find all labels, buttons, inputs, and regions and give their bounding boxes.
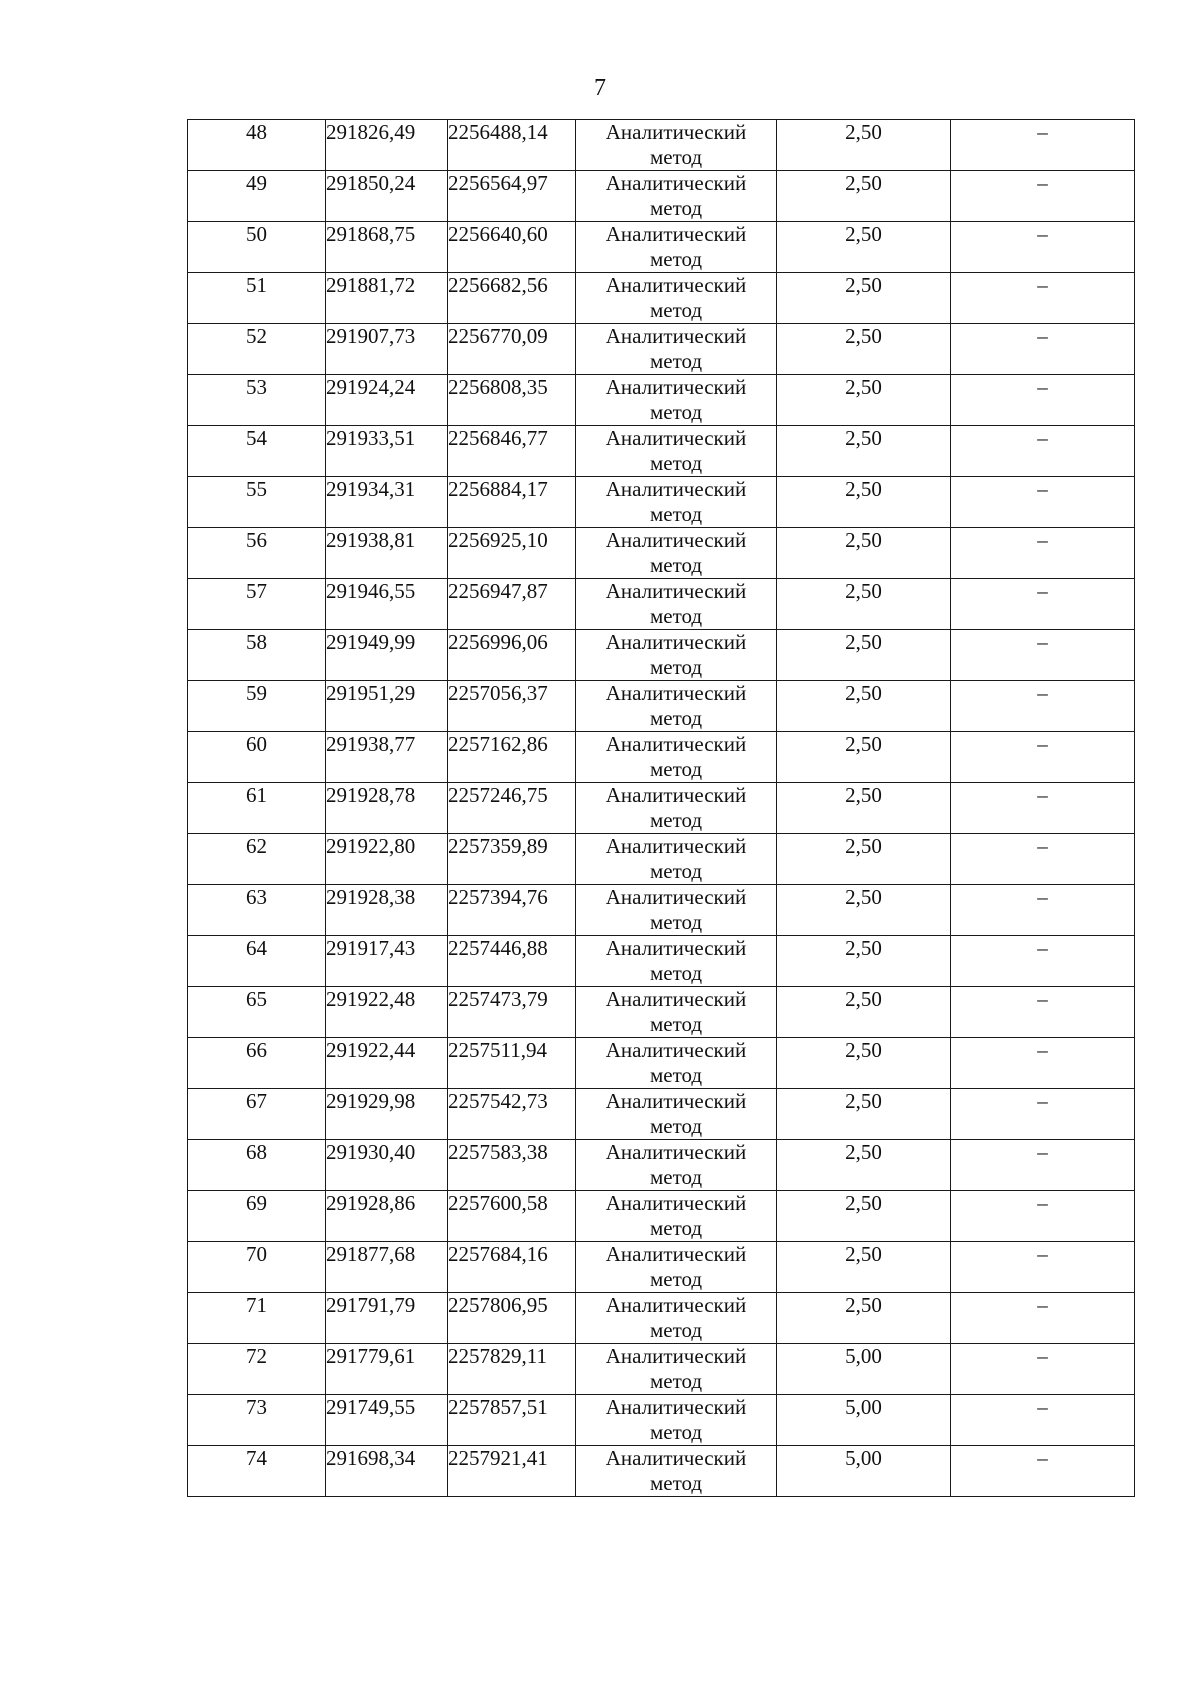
method-line: Аналитический bbox=[605, 1140, 747, 1164]
point-number-cell: 67 bbox=[188, 1089, 326, 1140]
method-line: метод bbox=[649, 961, 703, 985]
x-coordinate-cell: 291929,98 bbox=[326, 1089, 448, 1140]
method-line: метод bbox=[649, 604, 703, 628]
method-cell bbox=[576, 171, 777, 222]
table-row bbox=[188, 273, 1135, 324]
method-cell bbox=[576, 1446, 777, 1497]
point-number-cell: 49 bbox=[188, 171, 326, 222]
y-coordinate-cell: 2257394,76 bbox=[448, 885, 576, 936]
method-cell bbox=[576, 834, 777, 885]
method-line: Аналитический bbox=[605, 579, 747, 603]
method-line: Аналитический bbox=[605, 783, 747, 807]
point-number-cell: 73 bbox=[188, 1395, 326, 1446]
point-number-cell: 52 bbox=[188, 324, 326, 375]
accuracy-cell: 2,50 bbox=[777, 732, 951, 783]
table-body bbox=[188, 120, 1135, 1497]
method-cell bbox=[576, 732, 777, 783]
method-line: Аналитический bbox=[605, 1395, 747, 1419]
accuracy-cell: 5,00 bbox=[777, 1344, 951, 1395]
point-number-cell: 59 bbox=[188, 681, 326, 732]
y-coordinate-cell: 2257806,95 bbox=[448, 1293, 576, 1344]
method-line: метод bbox=[649, 1471, 703, 1495]
y-coordinate-cell: 2256947,87 bbox=[448, 579, 576, 630]
method-cell bbox=[576, 120, 777, 171]
note-cell: – bbox=[951, 1038, 1135, 1089]
y-coordinate-cell: 2256925,10 bbox=[448, 528, 576, 579]
y-coordinate-cell: 2257511,94 bbox=[448, 1038, 576, 1089]
table-row bbox=[188, 885, 1135, 936]
method-cell bbox=[576, 681, 777, 732]
y-coordinate-cell: 2256808,35 bbox=[448, 375, 576, 426]
method-line: метод bbox=[649, 910, 703, 934]
method-line: метод bbox=[649, 1165, 703, 1189]
method-line: Аналитический bbox=[605, 1038, 747, 1062]
method-line: Аналитический bbox=[605, 885, 747, 909]
method-line: метод bbox=[649, 145, 703, 169]
x-coordinate-cell: 291917,43 bbox=[326, 936, 448, 987]
accuracy-cell: 2,50 bbox=[777, 783, 951, 834]
method-line: Аналитический bbox=[605, 987, 747, 1011]
note-cell: – bbox=[951, 1140, 1135, 1191]
point-number-cell: 62 bbox=[188, 834, 326, 885]
point-number-cell: 68 bbox=[188, 1140, 326, 1191]
method-line: метод bbox=[649, 1267, 703, 1291]
y-coordinate-cell: 2256488,14 bbox=[448, 120, 576, 171]
note-cell: – bbox=[951, 1191, 1135, 1242]
x-coordinate-cell: 291949,99 bbox=[326, 630, 448, 681]
x-coordinate-cell: 291881,72 bbox=[326, 273, 448, 324]
method-line: метод bbox=[649, 247, 703, 271]
accuracy-cell: 2,50 bbox=[777, 936, 951, 987]
point-number-cell: 72 bbox=[188, 1344, 326, 1395]
y-coordinate-cell: 2256884,17 bbox=[448, 477, 576, 528]
note-cell: – bbox=[951, 1242, 1135, 1293]
note-cell: – bbox=[951, 273, 1135, 324]
point-number-cell: 56 bbox=[188, 528, 326, 579]
note-cell: – bbox=[951, 1089, 1135, 1140]
point-number-cell: 70 bbox=[188, 1242, 326, 1293]
point-number-cell: 51 bbox=[188, 273, 326, 324]
point-number-cell: 57 bbox=[188, 579, 326, 630]
note-cell: – bbox=[951, 171, 1135, 222]
accuracy-cell: 2,50 bbox=[777, 1191, 951, 1242]
table-row bbox=[188, 375, 1135, 426]
y-coordinate-cell: 2257684,16 bbox=[448, 1242, 576, 1293]
method-line: метод bbox=[649, 1012, 703, 1036]
method-line: Аналитический bbox=[605, 273, 747, 297]
accuracy-cell: 2,50 bbox=[777, 630, 951, 681]
accuracy-cell: 2,50 bbox=[777, 273, 951, 324]
method-line: метод bbox=[649, 706, 703, 730]
method-line: метод bbox=[649, 1420, 703, 1444]
note-cell: – bbox=[951, 477, 1135, 528]
x-coordinate-cell: 291922,44 bbox=[326, 1038, 448, 1089]
method-line: Аналитический bbox=[605, 1242, 747, 1266]
method-cell bbox=[576, 1191, 777, 1242]
method-line: Аналитический bbox=[605, 171, 747, 195]
note-cell: – bbox=[951, 936, 1135, 987]
method-line: метод bbox=[649, 400, 703, 424]
note-cell: – bbox=[951, 120, 1135, 171]
method-cell bbox=[576, 885, 777, 936]
method-cell bbox=[576, 1293, 777, 1344]
method-cell bbox=[576, 783, 777, 834]
x-coordinate-cell: 291922,80 bbox=[326, 834, 448, 885]
method-cell bbox=[576, 936, 777, 987]
method-cell bbox=[576, 630, 777, 681]
point-number-cell: 58 bbox=[188, 630, 326, 681]
table-row bbox=[188, 1191, 1135, 1242]
method-line: Аналитический bbox=[605, 1344, 747, 1368]
accuracy-cell: 2,50 bbox=[777, 579, 951, 630]
x-coordinate-cell: 291928,78 bbox=[326, 783, 448, 834]
y-coordinate-cell: 2257473,79 bbox=[448, 987, 576, 1038]
table-row bbox=[188, 987, 1135, 1038]
x-coordinate-cell: 291938,81 bbox=[326, 528, 448, 579]
x-coordinate-cell: 291791,79 bbox=[326, 1293, 448, 1344]
table-row bbox=[188, 1344, 1135, 1395]
y-coordinate-cell: 2256846,77 bbox=[448, 426, 576, 477]
method-cell bbox=[576, 477, 777, 528]
method-line: Аналитический bbox=[605, 120, 747, 144]
accuracy-cell: 2,50 bbox=[777, 834, 951, 885]
method-line: метод bbox=[649, 1369, 703, 1393]
table-row bbox=[188, 1395, 1135, 1446]
y-coordinate-cell: 2256996,06 bbox=[448, 630, 576, 681]
page-number: 7 bbox=[594, 75, 606, 101]
y-coordinate-cell: 2256770,09 bbox=[448, 324, 576, 375]
note-cell: – bbox=[951, 1293, 1135, 1344]
y-coordinate-cell: 2257600,58 bbox=[448, 1191, 576, 1242]
table-row bbox=[188, 732, 1135, 783]
note-cell: – bbox=[951, 528, 1135, 579]
x-coordinate-cell: 291924,24 bbox=[326, 375, 448, 426]
accuracy-cell: 2,50 bbox=[777, 426, 951, 477]
table-row bbox=[188, 1038, 1135, 1089]
table-row bbox=[188, 477, 1135, 528]
method-line: Аналитический bbox=[605, 324, 747, 348]
method-line: метод bbox=[649, 808, 703, 832]
x-coordinate-cell: 291749,55 bbox=[326, 1395, 448, 1446]
point-number-cell: 69 bbox=[188, 1191, 326, 1242]
y-coordinate-cell: 2257162,86 bbox=[448, 732, 576, 783]
method-line: Аналитический bbox=[605, 834, 747, 858]
x-coordinate-cell: 291938,77 bbox=[326, 732, 448, 783]
note-cell: – bbox=[951, 375, 1135, 426]
method-line: Аналитический bbox=[605, 1191, 747, 1215]
x-coordinate-cell: 291922,48 bbox=[326, 987, 448, 1038]
accuracy-cell: 2,50 bbox=[777, 681, 951, 732]
method-line: Аналитический bbox=[605, 681, 747, 705]
table-row bbox=[188, 783, 1135, 834]
table-row bbox=[188, 324, 1135, 375]
accuracy-cell: 2,50 bbox=[777, 324, 951, 375]
method-line: метод bbox=[649, 757, 703, 781]
accuracy-cell: 2,50 bbox=[777, 885, 951, 936]
method-cell bbox=[576, 375, 777, 426]
accuracy-cell: 2,50 bbox=[777, 375, 951, 426]
table-row bbox=[188, 120, 1135, 171]
method-cell bbox=[576, 1395, 777, 1446]
note-cell: – bbox=[951, 324, 1135, 375]
method-cell bbox=[576, 324, 777, 375]
x-coordinate-cell: 291930,40 bbox=[326, 1140, 448, 1191]
method-line: метод bbox=[649, 859, 703, 883]
accuracy-cell: 2,50 bbox=[777, 1293, 951, 1344]
method-line: метод bbox=[649, 196, 703, 220]
point-number-cell: 48 bbox=[188, 120, 326, 171]
method-cell bbox=[576, 987, 777, 1038]
point-number-cell: 53 bbox=[188, 375, 326, 426]
method-line: Аналитический bbox=[605, 1446, 747, 1470]
method-line: метод bbox=[649, 1114, 703, 1138]
table-row bbox=[188, 1140, 1135, 1191]
x-coordinate-cell: 291928,38 bbox=[326, 885, 448, 936]
point-number-cell: 71 bbox=[188, 1293, 326, 1344]
method-line: метод bbox=[649, 502, 703, 526]
method-cell bbox=[576, 1089, 777, 1140]
accuracy-cell: 2,50 bbox=[777, 1242, 951, 1293]
y-coordinate-cell: 2256682,56 bbox=[448, 273, 576, 324]
accuracy-cell: 5,00 bbox=[777, 1446, 951, 1497]
method-cell bbox=[576, 426, 777, 477]
method-line: Аналитический bbox=[605, 477, 747, 501]
method-line: Аналитический bbox=[605, 1293, 747, 1317]
method-line: метод bbox=[649, 298, 703, 322]
accuracy-cell: 2,50 bbox=[777, 222, 951, 273]
method-line: Аналитический bbox=[605, 222, 747, 246]
table-row bbox=[188, 528, 1135, 579]
point-number-cell: 66 bbox=[188, 1038, 326, 1089]
method-line: Аналитический bbox=[605, 732, 747, 756]
x-coordinate-cell: 291826,49 bbox=[326, 120, 448, 171]
point-number-cell: 64 bbox=[188, 936, 326, 987]
y-coordinate-cell: 2257583,38 bbox=[448, 1140, 576, 1191]
note-cell: – bbox=[951, 426, 1135, 477]
method-line: метод bbox=[649, 349, 703, 373]
accuracy-cell: 2,50 bbox=[777, 987, 951, 1038]
x-coordinate-cell: 291928,86 bbox=[326, 1191, 448, 1242]
table-row bbox=[188, 630, 1135, 681]
y-coordinate-cell: 2257921,41 bbox=[448, 1446, 576, 1497]
point-number-cell: 74 bbox=[188, 1446, 326, 1497]
method-line: метод bbox=[649, 1063, 703, 1087]
method-cell bbox=[576, 1038, 777, 1089]
x-coordinate-cell: 291779,61 bbox=[326, 1344, 448, 1395]
y-coordinate-cell: 2257829,11 bbox=[448, 1344, 576, 1395]
table-row bbox=[188, 834, 1135, 885]
x-coordinate-cell: 291698,34 bbox=[326, 1446, 448, 1497]
table-row bbox=[188, 1242, 1135, 1293]
point-number-cell: 61 bbox=[188, 783, 326, 834]
point-number-cell: 60 bbox=[188, 732, 326, 783]
table-row bbox=[188, 936, 1135, 987]
note-cell: – bbox=[951, 987, 1135, 1038]
y-coordinate-cell: 2256640,60 bbox=[448, 222, 576, 273]
y-coordinate-cell: 2257056,37 bbox=[448, 681, 576, 732]
note-cell: – bbox=[951, 1395, 1135, 1446]
point-number-cell: 63 bbox=[188, 885, 326, 936]
method-cell bbox=[576, 273, 777, 324]
accuracy-cell: 2,50 bbox=[777, 1089, 951, 1140]
method-cell bbox=[576, 1140, 777, 1191]
note-cell: – bbox=[951, 579, 1135, 630]
table-row bbox=[188, 1089, 1135, 1140]
table-row bbox=[188, 579, 1135, 630]
method-line: метод bbox=[649, 553, 703, 577]
method-cell bbox=[576, 579, 777, 630]
table-row bbox=[188, 681, 1135, 732]
x-coordinate-cell: 291951,29 bbox=[326, 681, 448, 732]
method-line: Аналитический bbox=[605, 528, 747, 552]
note-cell: – bbox=[951, 834, 1135, 885]
x-coordinate-cell: 291946,55 bbox=[326, 579, 448, 630]
point-number-cell: 65 bbox=[188, 987, 326, 1038]
accuracy-cell: 2,50 bbox=[777, 1140, 951, 1191]
x-coordinate-cell: 291877,68 bbox=[326, 1242, 448, 1293]
method-cell bbox=[576, 222, 777, 273]
method-line: метод bbox=[649, 1216, 703, 1240]
y-coordinate-cell: 2257857,51 bbox=[448, 1395, 576, 1446]
y-coordinate-cell: 2257446,88 bbox=[448, 936, 576, 987]
note-cell: – bbox=[951, 681, 1135, 732]
table-row bbox=[188, 1293, 1135, 1344]
note-cell: – bbox=[951, 783, 1135, 834]
note-cell: – bbox=[951, 630, 1135, 681]
y-coordinate-cell: 2257246,75 bbox=[448, 783, 576, 834]
accuracy-cell: 2,50 bbox=[777, 528, 951, 579]
method-line: Аналитический bbox=[605, 1089, 747, 1113]
x-coordinate-cell: 291907,73 bbox=[326, 324, 448, 375]
point-number-cell: 54 bbox=[188, 426, 326, 477]
point-number-cell: 50 bbox=[188, 222, 326, 273]
table-row bbox=[188, 171, 1135, 222]
method-line: метод bbox=[649, 655, 703, 679]
accuracy-cell: 2,50 bbox=[777, 1038, 951, 1089]
method-cell bbox=[576, 1242, 777, 1293]
x-coordinate-cell: 291934,31 bbox=[326, 477, 448, 528]
note-cell: – bbox=[951, 732, 1135, 783]
accuracy-cell: 5,00 bbox=[777, 1395, 951, 1446]
accuracy-cell: 2,50 bbox=[777, 120, 951, 171]
note-cell: – bbox=[951, 1446, 1135, 1497]
table-row bbox=[188, 426, 1135, 477]
method-cell bbox=[576, 1344, 777, 1395]
method-line: Аналитический bbox=[605, 936, 747, 960]
accuracy-cell: 2,50 bbox=[777, 171, 951, 222]
point-number-cell: 55 bbox=[188, 477, 326, 528]
method-line: Аналитический bbox=[605, 630, 747, 654]
y-coordinate-cell: 2256564,97 bbox=[448, 171, 576, 222]
table-row bbox=[188, 1446, 1135, 1497]
method-line: Аналитический bbox=[605, 375, 747, 399]
x-coordinate-cell: 291850,24 bbox=[326, 171, 448, 222]
method-line: Аналитический bbox=[605, 426, 747, 450]
method-line: метод bbox=[649, 451, 703, 475]
note-cell: – bbox=[951, 222, 1135, 273]
note-cell: – bbox=[951, 885, 1135, 936]
method-cell bbox=[576, 528, 777, 579]
y-coordinate-cell: 2257359,89 bbox=[448, 834, 576, 885]
accuracy-cell: 2,50 bbox=[777, 477, 951, 528]
x-coordinate-cell: 291933,51 bbox=[326, 426, 448, 477]
table-row bbox=[188, 222, 1135, 273]
x-coordinate-cell: 291868,75 bbox=[326, 222, 448, 273]
note-cell: – bbox=[951, 1344, 1135, 1395]
coordinates-table bbox=[187, 119, 1135, 1497]
y-coordinate-cell: 2257542,73 bbox=[448, 1089, 576, 1140]
method-line: метод bbox=[649, 1318, 703, 1342]
